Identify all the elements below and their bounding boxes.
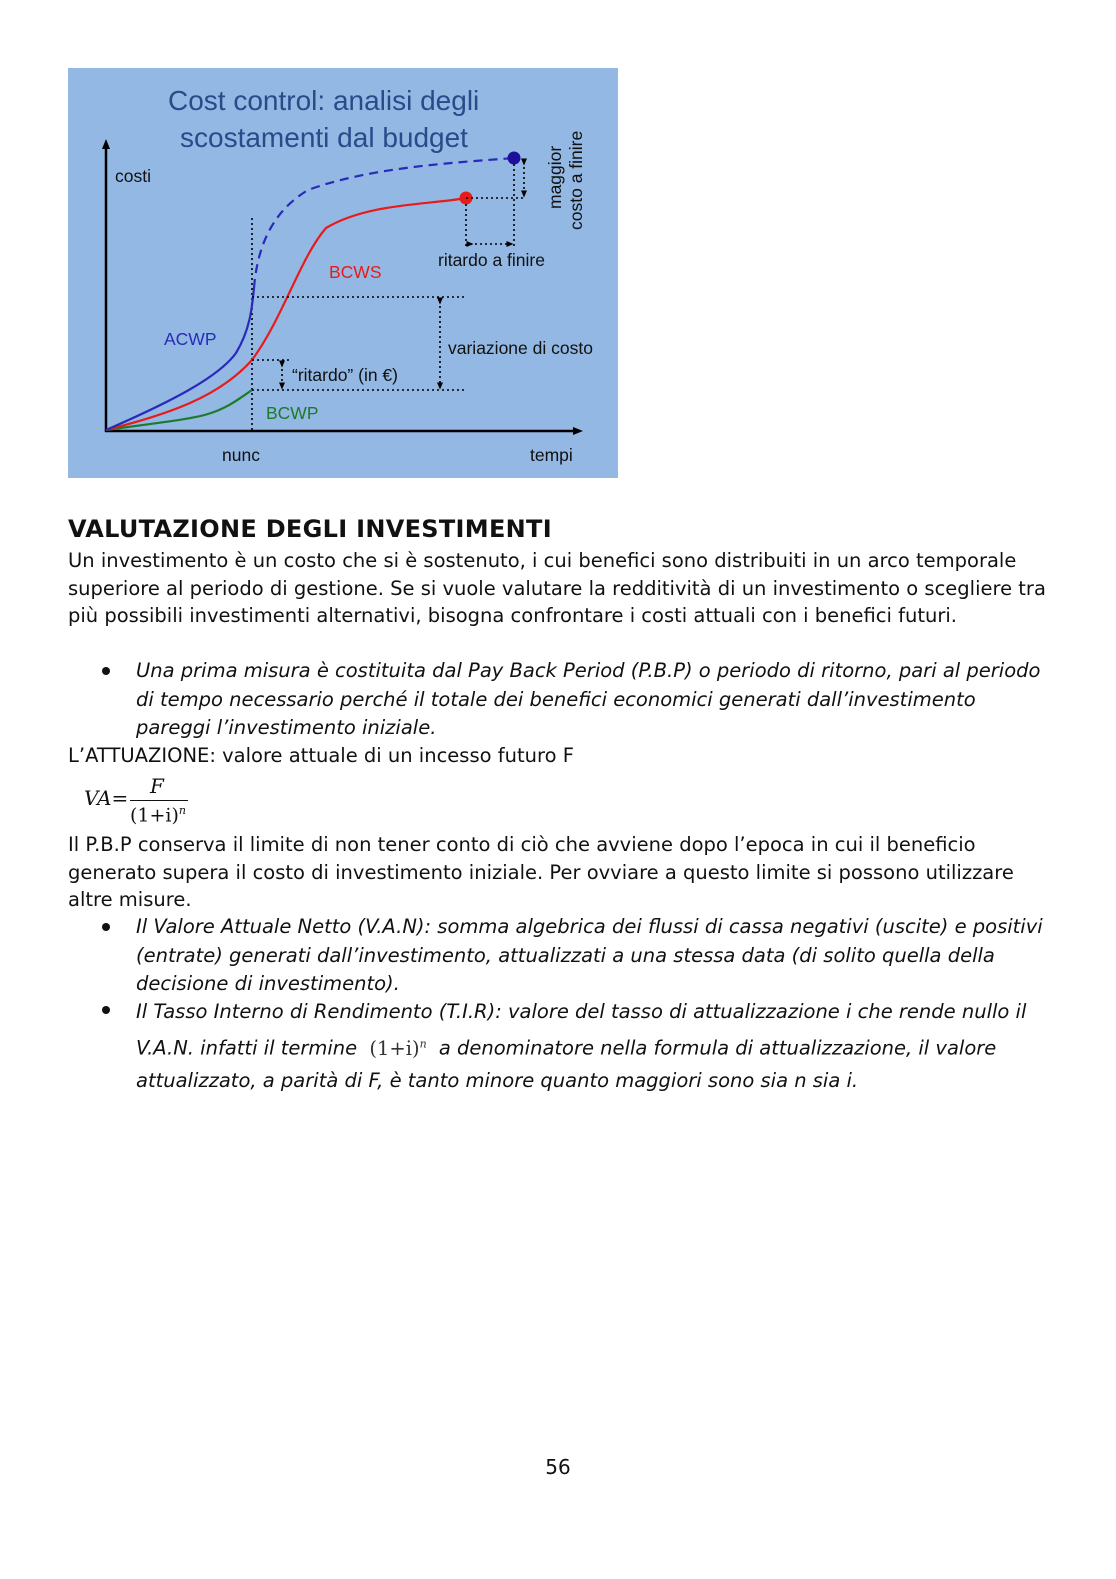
formula-fraction-bar: [130, 800, 188, 801]
acwp-end-point: [508, 152, 521, 165]
formula-denominator-base: (1+i): [130, 804, 179, 827]
attuazione-line: L’ATTUAZIONE: valore attuale di un incesso futuro F: [68, 744, 574, 767]
y-axis-label: costi: [115, 166, 151, 186]
page-number: 56: [545, 1455, 571, 1479]
bullet-tir-part1: Il Tasso Interno di Rendimento (T.I.R): valore del tasso di attualizzazione i che rende nullo il V.A.N. infatti il termine: [136, 1000, 1027, 1060]
intro-paragraph: Un investimento è un costo che si è sostenuto, i cui benefici sono distribuiti in un arco temporale superiore al periodo di gestione. Se si vuole valutare la redditività di un investimento o scegliere tra più possibili investimenti alternativi, bisogna confrontare i costi attuali con i benefici futuri.: [68, 549, 1046, 627]
figure-title-line1: Cost control: analisi degli: [168, 85, 480, 116]
bullet-tir-part2: a denominatore nella formula di attualizzazione, il valore attualizzato, a parità di F, è tanto minore quanto maggiori sono sia n sia i.: [136, 1036, 997, 1092]
bullet-dot-3: [102, 1006, 110, 1014]
bcwp-label: BCWP: [266, 403, 319, 423]
figure-title-line2: scostamenti dal budget: [180, 122, 468, 153]
bullet-dot-1: [102, 667, 110, 675]
delay-euro-label: “ritardo” (in €): [292, 365, 398, 385]
delay-finish-label: ritardo a finire: [438, 250, 545, 270]
cost-control-diagram: [68, 68, 618, 478]
now-label: nunc: [222, 445, 260, 465]
bullet-van: Il Valore Attuale Netto (V.A.N): somma algebrica dei flussi di cassa negativi (uscite) e positivi (entrate) generati dall’investimento, attualizzati a una stessa data (di solito quella della decisione di investimento).: [136, 915, 1043, 995]
section-title: VALUTAZIONE DEGLI INVESTIMENTI: [68, 515, 552, 543]
pbp-paragraph: Il P.B.P conserva il limite di non tener conto di ciò che avviene dopo l’epoca in cui il beneficio generato supera il costo di investimento iniziale. Per ovviare a questo limite si possono utilizzare altre misure.: [68, 833, 1014, 911]
present-value-formula: [84, 774, 204, 834]
x-axis-label: tempi: [530, 445, 573, 465]
formula-exponent: n: [178, 804, 187, 817]
acwp-label: ACWP: [164, 329, 217, 349]
extra-cost-label-line1: maggior: [545, 145, 565, 209]
formula-numerator: F: [150, 774, 164, 798]
bullet-tir: [136, 996, 1056, 1097]
cost-variance-label: variazione di costo: [448, 338, 593, 358]
extra-cost-label-line2: costo a finire: [566, 130, 586, 230]
bullet-tir-term: [363, 1037, 432, 1060]
formula-lhs: VA=: [84, 786, 129, 810]
bcws-label: BCWS: [329, 262, 382, 282]
cost-control-figure: [68, 68, 618, 478]
bullet-tir-term-exponent: n: [419, 1037, 427, 1050]
bullet-tir-term-base: (1+i): [369, 1036, 420, 1060]
bullet-pay-back-period: Una prima misura è costituita dal Pay Back Period (P.B.P) o periodo di ritorno, pari al periodo di tempo necessario perché il totale dei benefici economici generati dall’investimento pareggi l’investimento iniziale.: [136, 659, 1041, 739]
bullet-dot-2: [102, 923, 110, 931]
formula-denominator: [130, 804, 186, 826]
